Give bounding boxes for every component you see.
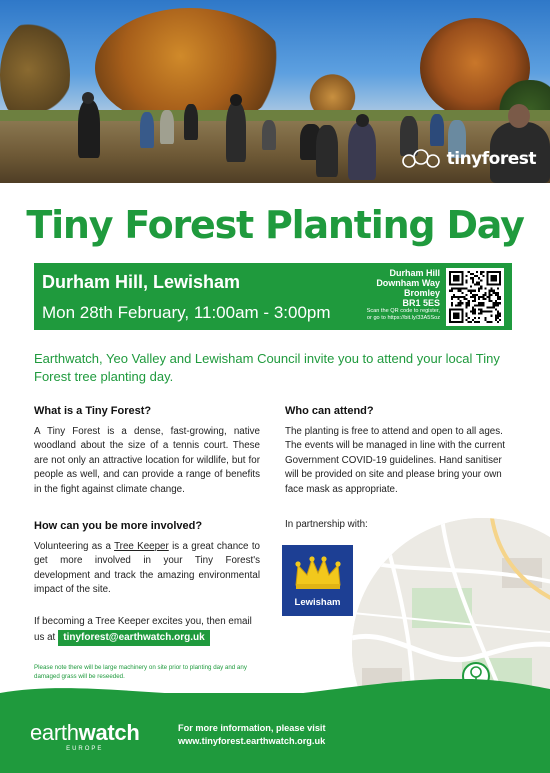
hero-photo xyxy=(0,0,550,183)
email-link[interactable]: tinyforest@earthwatch.org.uk xyxy=(58,630,209,647)
lewisham-wordmark: Lewisham xyxy=(294,597,341,608)
who-body: The planting is free to attend and open to all ages. The events will be managed in line with the current Government COVID-19 guidelines. Hand sanitiser will be provided on site and please bring your own face mask as appropriate. xyxy=(285,425,506,495)
qr-code[interactable] xyxy=(446,268,504,326)
what-heading: What is a Tiny Forest? xyxy=(34,405,152,417)
who-section xyxy=(285,404,512,498)
tree-keeper-link[interactable]: Tree Keeper xyxy=(114,540,169,552)
event-location: Durham Hill, Lewisham xyxy=(42,272,241,292)
email-line: If becoming a Tree Keeper excites you, then email us at tinyforest@earthwatch.org.uk xyxy=(34,615,260,646)
more-info: For more information, please visit www.tinyforest.earthwatch.org.uk xyxy=(178,723,326,746)
footer xyxy=(0,693,550,773)
earthwatch-logo: earthwatch EUROPE xyxy=(30,720,140,752)
tinyforest-logo xyxy=(401,148,536,170)
partnership-label: In partnership with: xyxy=(285,519,368,530)
who-heading: Who can attend? xyxy=(285,405,374,417)
tinyforest-mark-icon xyxy=(401,148,441,170)
event-address: Durham Hill Downham Way Bromley BR1 5ES xyxy=(376,268,440,308)
intro-text: Earthwatch, Yeo Valley and Lewisham Council invite you to attend your local Tiny Forest tree planting day. xyxy=(34,351,500,384)
what-body: A Tiny Forest is a dense, fast-growing, native woodland about the size of a tennis court. These are not only an attractive location for wildlife, but for people as well, and can provide a range of benefits in the fight against climate change. xyxy=(34,425,260,495)
involved-section xyxy=(34,519,260,598)
machinery-note: Please note there will be large machinery on site prior to planting day and any damaged grass will be reseeded. xyxy=(34,664,247,680)
involved-body: Volunteering as a Tree Keeper is a great chance to get more involved in your Tiny Forest's development and track the amazing environmental impact of the site. xyxy=(34,540,260,596)
involved-heading: How can you be more involved? xyxy=(34,520,203,532)
page-title: Tiny Forest Planting Day xyxy=(26,203,524,247)
lewisham-logo xyxy=(282,545,353,616)
event-banner xyxy=(34,263,512,330)
event-datetime: Mon 28th February, 11:00am - 3:00pm xyxy=(42,303,331,322)
website-link[interactable]: www.tinyforest.earthwatch.org.uk xyxy=(178,736,326,746)
scan-instructions: Scan the QR code to register, or go to https://bit.ly/33A5Soz xyxy=(366,308,440,321)
what-section xyxy=(34,404,260,498)
tinyforest-wordmark: tinyforest xyxy=(446,149,536,169)
crown-icon xyxy=(292,555,344,591)
